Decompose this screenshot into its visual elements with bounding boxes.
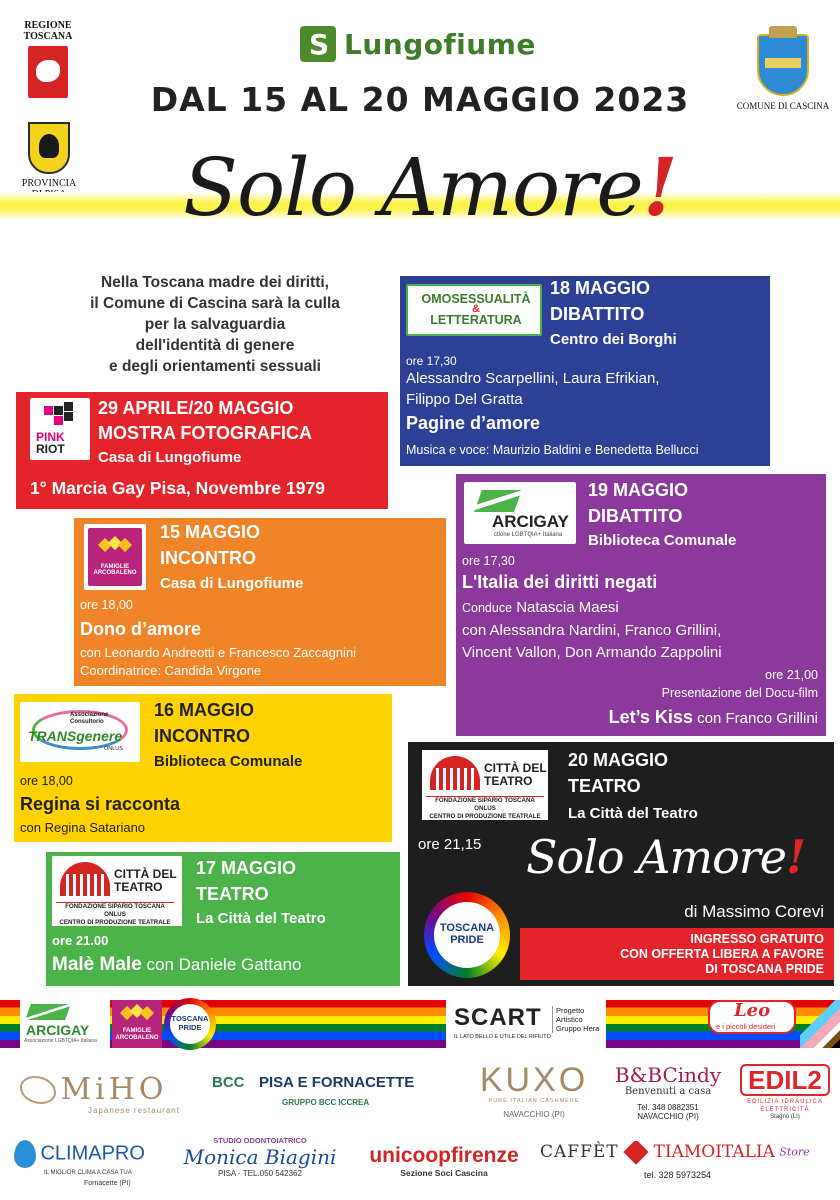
bb-cindy-sponsor bbox=[610, 1064, 726, 1121]
kuxo-sub: PURE ITALIAN CASHMERE bbox=[488, 1098, 580, 1104]
edil2-sponsor bbox=[740, 1064, 830, 1120]
intro-line: per la salvaguardia bbox=[144, 316, 286, 333]
citta-del-teatro-logo bbox=[422, 750, 548, 820]
edil-place: Stagno (LI) bbox=[770, 1114, 800, 1120]
theatre-dome-icon bbox=[430, 756, 480, 790]
om-logo-amp: & bbox=[472, 303, 480, 315]
event-place: Casa di Lungofiume bbox=[98, 449, 242, 466]
studio-sponsor bbox=[182, 1136, 338, 1178]
progress-flag-chevrons bbox=[800, 1000, 840, 1048]
event-title: Malè Male bbox=[52, 954, 142, 975]
kuxo-label: KUXO bbox=[479, 1061, 589, 1099]
scart-sub: IL LATO BELLO E UTILE DEL RIFIUTO bbox=[454, 1034, 551, 1040]
docu-label: Presentazione del Docu-film bbox=[661, 686, 818, 700]
arcigay-band-sub: Associazione LGBTQIA+ Italiana bbox=[24, 1038, 97, 1044]
event-type: DIBATTITO bbox=[550, 304, 645, 324]
famiglie-arcobaleno-logo bbox=[84, 524, 146, 590]
event-card-18-maggio bbox=[400, 276, 770, 466]
transgenere-logo-sub: ONLUS bbox=[104, 746, 123, 752]
event-type: MOSTRA FOTOGRAFICA bbox=[98, 423, 312, 443]
kuxo-place: NAVACCHIO (PI) bbox=[503, 1110, 565, 1119]
unicoop-sponsor bbox=[366, 1144, 522, 1178]
citta-logo-line1: CITTÀ DEL bbox=[114, 867, 177, 881]
event-type: DIBATTITO bbox=[588, 506, 683, 526]
event-time: ore 17,30 bbox=[462, 554, 515, 568]
caffe-store: Store bbox=[779, 1145, 810, 1159]
event-title: Regina si racconta bbox=[20, 794, 181, 814]
film-title: Let’s Kiss bbox=[608, 707, 693, 727]
lungofiume-icon bbox=[300, 26, 336, 62]
event-place: Biblioteca Comunale bbox=[588, 532, 737, 549]
scart-logo bbox=[446, 1000, 606, 1048]
clima-label: CLIMAPRO bbox=[40, 1142, 145, 1165]
event-title: Pagine d’amore bbox=[406, 413, 541, 433]
scart-side: Progetto Artistico Gruppo Hera bbox=[552, 1006, 599, 1033]
event-date: 18 MAGGIO bbox=[550, 278, 651, 298]
lungofiume-logo bbox=[300, 24, 536, 64]
event-title: 1° Marcia Gay Pisa, Novembre 1979 bbox=[30, 478, 325, 498]
famiglie-band-logo bbox=[112, 1000, 162, 1048]
citta-logo-line2: TEATRO bbox=[484, 774, 533, 788]
climapro-sponsor bbox=[14, 1140, 145, 1187]
event-place: Centro dei Borghi bbox=[550, 331, 677, 348]
pink-riot-line2: RIOT bbox=[36, 442, 65, 456]
famiglie-band-label: FAMIGLIE ARCOBALENO bbox=[115, 1028, 159, 1041]
event-card-15-maggio bbox=[74, 518, 446, 686]
free-entry-line: INGRESSO GRATUITO bbox=[690, 932, 824, 946]
event-place: La Città del Teatro bbox=[568, 805, 698, 822]
event-date: 19 MAGGIO bbox=[588, 480, 689, 500]
miho-sponsor bbox=[20, 1072, 180, 1115]
studio-tel: PISA - TEL.050 542362 bbox=[218, 1169, 302, 1178]
event-card-16-maggio bbox=[14, 694, 392, 842]
event-dates: DAL 15 AL 20 MAGGIO 2023 bbox=[150, 80, 690, 119]
intro-line: il Comune di Cascina sarà la culla bbox=[90, 295, 340, 312]
event-type: TEATRO bbox=[568, 776, 641, 796]
arcigay-band-logo bbox=[20, 1000, 110, 1048]
om-logo-line1: OMOSESSUALITÀ bbox=[421, 292, 531, 306]
event-date: 16 MAGGIO bbox=[154, 700, 255, 720]
event-guests: con Leonardo Andreotti e Francesco Zaccagnini bbox=[80, 645, 357, 660]
conduce-name: Natascia Maesi bbox=[516, 599, 619, 616]
miho-label: MiHO bbox=[60, 1072, 168, 1107]
conduce-label: Conduce bbox=[462, 601, 513, 615]
caffe-tiamoitalia-sponsor bbox=[540, 1142, 810, 1180]
event-time: ore 21,15 bbox=[418, 836, 482, 853]
citta-logo-foot: FONDAZIONE SIPARIO TOSCANA ONLUS CENTRO DI PRODUZIONE TEATRALE bbox=[426, 796, 544, 821]
famiglie-logo-label: FAMIGLIE ARCOBALENO bbox=[93, 564, 137, 576]
arcigay-logo-label: ARCIGAY bbox=[492, 512, 569, 531]
theatre-dome-icon bbox=[60, 862, 110, 896]
event-music: Musica e voce: Maurizio Baldini e Benedetta Bellucci bbox=[406, 443, 699, 457]
unicoop-sub: Sezione Soci Cascina bbox=[400, 1168, 488, 1178]
bb-label: B&BCindy bbox=[614, 1063, 722, 1087]
om-logo-line2: LETTERATURA bbox=[430, 313, 522, 327]
event-time: ore 18,00 bbox=[20, 774, 73, 788]
miho-sub: Japanese restaurant bbox=[88, 1106, 180, 1115]
clima-place: Fornacette (PI) bbox=[84, 1180, 131, 1187]
pink-riot-line1: PINK bbox=[36, 430, 65, 444]
free-entry-line: DI TOSCANA PRIDE bbox=[705, 962, 824, 976]
arcigay-logo-sub: ctione LGBTQIA+ Italiana bbox=[494, 532, 563, 538]
edil-sub: EDILIZIA IDRAULICA ELETTRICITÀ bbox=[747, 1099, 823, 1113]
heart-exclamation-icon: ! bbox=[642, 140, 677, 234]
toscana-pride-band-logo bbox=[164, 998, 216, 1050]
lungofiume-label: Lungofiume bbox=[344, 27, 536, 61]
free-entry-banner bbox=[520, 928, 834, 980]
unicoop-label: unicoopfirenze bbox=[369, 1144, 519, 1167]
event-card-19-maggio bbox=[456, 474, 826, 736]
event-guests: con Regina Satariano bbox=[20, 820, 146, 835]
arcigay-wing-icon bbox=[474, 490, 522, 512]
event-place: Biblioteca Comunale bbox=[154, 753, 303, 770]
heart-icon bbox=[623, 1139, 648, 1164]
pride-band-label: TOSCANA PRIDE bbox=[171, 1014, 209, 1032]
intro-text bbox=[40, 272, 390, 377]
event-time: ore 17,30 bbox=[406, 354, 457, 368]
omosessualita-letteratura-logo bbox=[406, 284, 542, 336]
caffe-label: CAFFÈT bbox=[540, 1142, 619, 1162]
transgenere-logo-top: Associazione Consultorio bbox=[70, 712, 109, 725]
transgenere-logo bbox=[20, 702, 140, 762]
provincia-label: PROVINCIA bbox=[21, 178, 77, 189]
free-entry-line: CON OFFERTA LIBERA A FAVORE bbox=[620, 947, 824, 961]
event-card-20-maggio bbox=[408, 742, 834, 986]
event-guests: con Alessandra Nardini, Franco Grillini, bbox=[462, 622, 722, 639]
event-coordinator: Coordinatrice: Candida Virgone bbox=[80, 663, 262, 678]
pink-riot-logo bbox=[30, 398, 90, 460]
show-title-text: Solo Amore bbox=[526, 830, 786, 884]
bcc-name: PISA E FORNACETTE bbox=[258, 1074, 415, 1091]
event-card-17-maggio bbox=[46, 852, 400, 986]
bcc-sponsor bbox=[212, 1074, 415, 1107]
film-guest: con Franco Grillini bbox=[697, 710, 818, 727]
show-heart-exclamation-icon: ! bbox=[785, 830, 806, 884]
bb-place: NAVACCHIO (PI) bbox=[637, 1112, 699, 1121]
citta-logo-line2: TEATRO bbox=[114, 880, 163, 894]
citta-logo-line1: CITTÀ DEL bbox=[484, 761, 547, 775]
event-moderator bbox=[462, 599, 619, 616]
event-type: INCONTRO bbox=[160, 548, 256, 568]
arcigay-band-label: ARCIGAY bbox=[26, 1022, 90, 1038]
event-title-line bbox=[52, 954, 302, 976]
studio-label: STUDIO ODONTOIATRICO bbox=[213, 1136, 307, 1145]
show-author: di Massimo Corevi bbox=[684, 902, 824, 921]
event-time: ore 18,00 bbox=[80, 598, 133, 612]
eagle-crest-icon bbox=[28, 122, 70, 174]
event-place: Casa di Lungofiume bbox=[160, 575, 304, 592]
caffe-name: TIAMOITALIA bbox=[653, 1142, 775, 1162]
pride-logo-label: TOSCANA PRIDE bbox=[439, 922, 495, 946]
bb-tel: Tel. 348 0882351 bbox=[637, 1103, 699, 1112]
event-time-2: ore 21,00 bbox=[765, 668, 818, 682]
arcigay-logo bbox=[464, 482, 576, 544]
citta-del-teatro-logo bbox=[52, 856, 182, 926]
event-card-pink-riot bbox=[16, 392, 388, 509]
bb-sub: Benvenuti a casa bbox=[624, 1086, 712, 1097]
caffe-tel: tel. 328 5973254 bbox=[644, 1170, 712, 1180]
film-line bbox=[609, 707, 818, 728]
event-title: Dono d’amore bbox=[80, 619, 202, 639]
intro-line: dell'identità di genere bbox=[135, 337, 295, 354]
studio-name: Monica Biagini bbox=[183, 1145, 337, 1169]
clima-sub: IL MIGLIOR CLIMA A CASA TUA bbox=[44, 1170, 132, 1176]
event-date: 17 MAGGIO bbox=[196, 858, 297, 878]
event-type: INCONTRO bbox=[154, 726, 250, 746]
regione-label: REGIONE TOSCANA bbox=[23, 20, 73, 42]
event-guests: Alessandro Scarpellini, Laura Efrikian, bbox=[406, 370, 660, 387]
event-guests: Filippo Del Gratta bbox=[406, 391, 523, 408]
leo-logo bbox=[708, 1000, 796, 1034]
arcigay-wing-icon bbox=[25, 1004, 71, 1020]
event-time: ore 21.00 bbox=[52, 933, 109, 948]
event-place: La Città del Teatro bbox=[196, 910, 326, 927]
main-title-text: Solo Amore bbox=[183, 141, 643, 234]
edil-label: EDIL2 bbox=[740, 1064, 830, 1096]
transgenere-logo-label: TRANSgenere bbox=[28, 728, 123, 744]
water-drop-icon bbox=[14, 1140, 36, 1168]
bcc-sub: GRUPPO BCC ICCREA bbox=[282, 1098, 370, 1107]
bcc-label: BCC bbox=[212, 1074, 245, 1091]
citta-logo-foot: FONDAZIONE SIPARIO TOSCANA ONLUS CENTRO DI PRODUZIONE TEATRALE bbox=[56, 902, 174, 927]
event-guests: Vincent Vallon, Don Armando Zappolini bbox=[462, 644, 722, 661]
kuxo-sponsor bbox=[476, 1062, 592, 1119]
intro-line: Nella Toscana madre dei diritti, bbox=[101, 274, 329, 291]
event-guest: con Daniele Gattano bbox=[146, 955, 302, 974]
leo-sub: e i piccoli desideri bbox=[716, 1022, 776, 1031]
event-date: 15 MAGGIO bbox=[160, 522, 261, 542]
event-title: L'Italia dei diritti negati bbox=[462, 572, 658, 592]
scart-label: SCART bbox=[454, 1004, 542, 1031]
leo-label: Leo bbox=[734, 1000, 771, 1021]
miho-fish-icon bbox=[20, 1076, 56, 1104]
comune-label: COMUNE DI CASCINA bbox=[736, 101, 830, 111]
toscana-pride-logo bbox=[424, 892, 510, 978]
show-title bbox=[526, 830, 805, 884]
event-date: 29 APRILE/20 MAGGIO bbox=[98, 398, 294, 418]
event-date: 20 MAGGIO bbox=[568, 750, 669, 770]
intro-line: e degli orientamenti sessuali bbox=[109, 358, 321, 375]
provincia-pisa-logo bbox=[18, 118, 80, 200]
event-type: TEATRO bbox=[196, 884, 269, 904]
main-title bbox=[150, 140, 710, 234]
